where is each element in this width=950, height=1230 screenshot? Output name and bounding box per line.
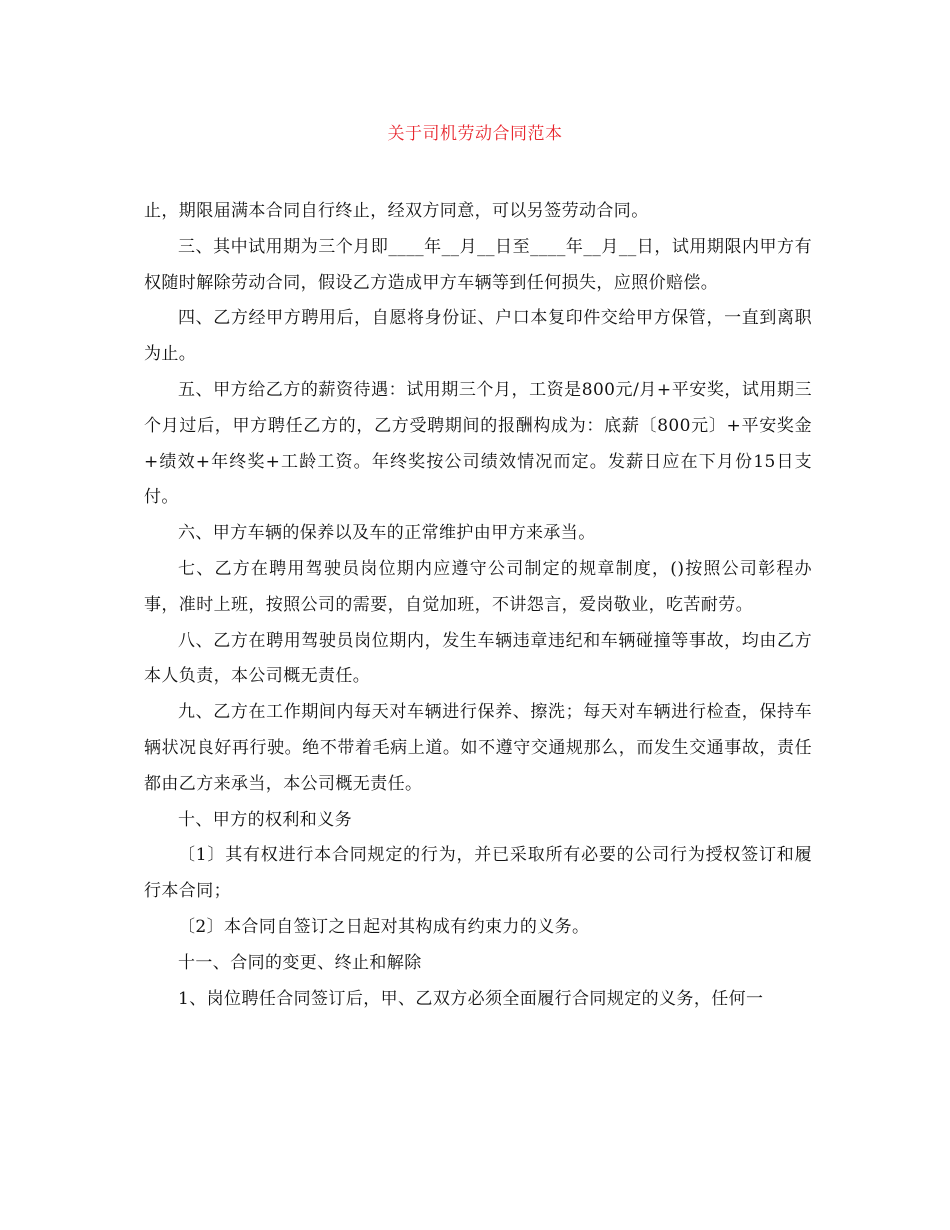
paragraph-clause-4: 四、乙方经甲方聘用后，自愿将身份证、户口本复印件交给甲方保管，一直到离职为止。 — [144, 308, 812, 365]
paragraph-clause-7: 七、乙方在聘用驾驶员岗位期内应遵守公司制定的规章制度，()按照公司彰程办事，准时上班，按照公司的需要，自觉加班，不讲怨言，爱岗敬业，吃苦耐劳。 — [144, 558, 812, 615]
paragraph-clause-5: 五、甲方给乙方的薪资待遇：试用期三个月，工资是800元/月+平安奖，试用期三个月过后，甲方聘任乙方的，乙方受聘期间的报酬构成为：底薪〔800元〕+平安奖金+绩效+年终奖+工龄工资。年终奖按公司绩效情况而定。发薪日应在下月份15日支付。 — [144, 379, 812, 508]
paragraph-clause-8: 八、乙方在聘用驾驶员岗位期内，发生车辆违章违纪和车辆碰撞等事故，均由乙方本人负责，本公司概无责任。 — [144, 630, 812, 687]
document-body — [144, 194, 812, 1017]
paragraph-clause-10-item-1: 〔1〕其有权进行本合同规定的行为，并已采取所有必要的公司行为授权签订和履行本合同； — [144, 845, 812, 902]
paragraph-clause-10-item-2: 〔2〕本合同自签订之日起对其构成有约束力的义务。 — [178, 916, 590, 937]
paragraph-clause-3: 三、其中试用期为三个月即____年__月__日至____年__月__日，试用期限内甲方有权随时解除劳动合同，假设乙方造成甲方车辆等到任何损失，应照价赔偿。 — [144, 236, 812, 293]
document-title: 关于司机劳动合同范本 — [387, 124, 563, 144]
paragraph-clause-11-heading: 十一、合同的变更、终止和解除 — [178, 952, 422, 973]
paragraph-continuation: 止，期限届满本合同自行终止，经双方同意，可以另签劳动合同。 — [144, 201, 649, 221]
paragraph-clause-11-item-1: 1、岗位聘任合同签订后，甲、乙双方必须全面履行合同规定的义务，任何一 — [178, 988, 764, 1009]
paragraph-clause-6: 六、甲方车辆的保养以及车的正常维护由甲方来承当。 — [178, 523, 596, 544]
paragraph-clause-9: 九、乙方在工作期间内每天对车辆进行保养、擦洗；每天对车辆进行检查，保持车辆状况良好再行驶。绝不带着毛病上道。如不遵守交通规那么，而发生交通事故，责任都由乙方来承当，本公司概无责任。 — [144, 702, 812, 794]
paragraph-clause-10-heading: 十、甲方的权利和义务 — [178, 809, 352, 830]
